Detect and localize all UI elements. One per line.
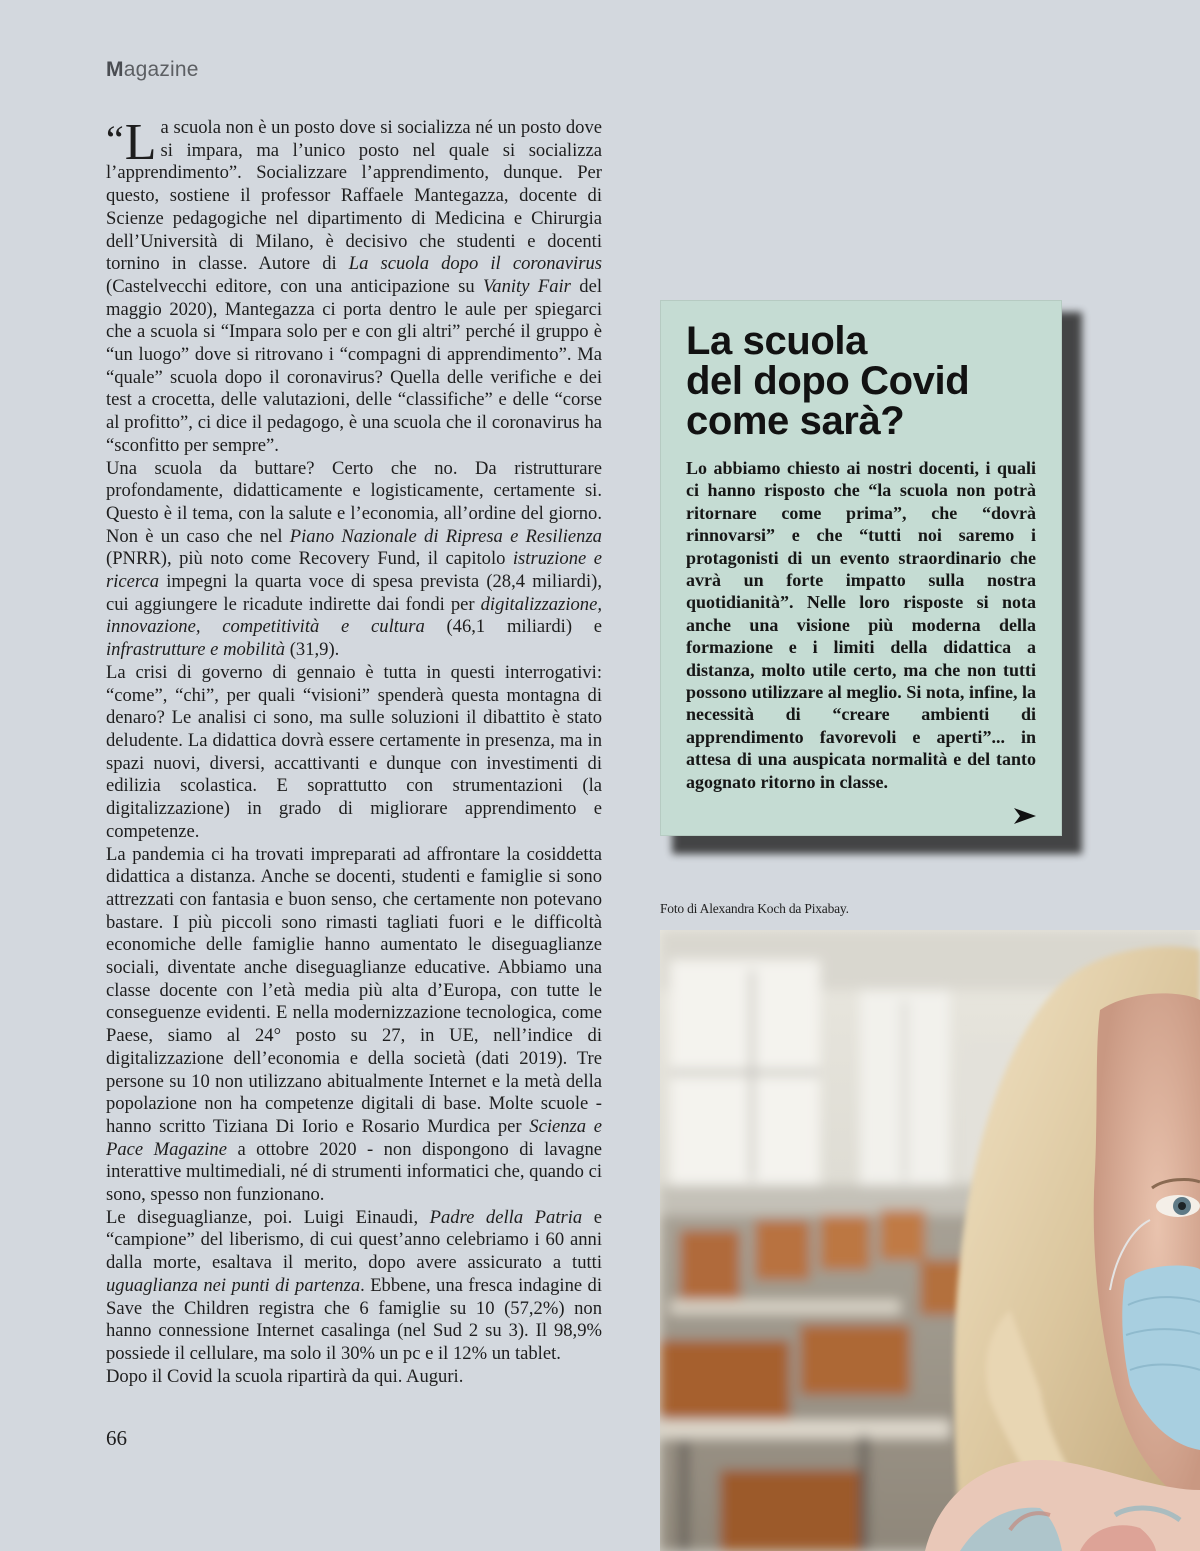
article-paragraph-1 <box>106 114 602 458</box>
callout-title-line-1: La scuola <box>686 319 867 363</box>
page-number: 66 <box>106 1426 127 1450</box>
article-italic-padre: Padre della Patria <box>429 1206 583 1228</box>
callout-title <box>686 321 1046 441</box>
drop-cap-quote: “ <box>106 117 124 162</box>
classroom-photo-illustration <box>660 930 1200 1551</box>
article-italic-magazine: Scienza e Pace Magazine <box>106 1115 603 1160</box>
article-text: (46,1 miliardi) e <box>424 616 602 638</box>
section-label <box>106 58 199 82</box>
drop-cap-letter: L <box>124 114 157 171</box>
article-italic-uguaglianza: uguaglianza nei punti di partenza <box>106 1274 361 1296</box>
article-text: Le diseguaglianze, poi. Luigi Einaudi, <box>106 1206 430 1228</box>
section-label-initial: M <box>106 58 124 81</box>
article-paragraph-6: Dopo il Covid la scuola ripartirà da qui. Auguri. <box>106 1365 464 1387</box>
classroom-photo <box>660 930 1200 1551</box>
article-italic-istruzione: istruzione e ricerca <box>106 548 602 593</box>
article-text: . Ebbene, una fresca indagine di Save the Children registra che 6 famiglie su 10 (57,2%) non hanno connessione Internet casalinga (nel Sud 2 su 3). Il 98,9% possiede il cellulare, ma solo il 30% un pc e il 12% un tablet. <box>106 1274 603 1364</box>
photo-caption: Foto di Alexandra Koch da Pixabay. <box>660 901 849 916</box>
article-italic-digitalizzazione: digitalizzazione, innovazione, competitività e cultura <box>106 593 602 638</box>
callout-box <box>660 300 1062 836</box>
article-body <box>106 114 603 1388</box>
article-paragraph-5 <box>106 1207 602 1366</box>
article-italic-magazine: Vanity Fair <box>483 275 571 297</box>
article-italic-book: La scuola dopo il coronavirus <box>348 253 602 275</box>
article-paragraph-4 <box>106 844 602 1207</box>
article-italic-infrastrutture: infrastrutture e mobilità <box>106 639 286 661</box>
article-text: del maggio 2020), Mantegazza ci porta dentro le aule per spiegarci che a scuola si “Impara solo per e con gli altri” perché il gruppo è “un luogo” dove si ritrovano i “compagni di apprendimento”. Ma “quale” scuola dopo il coronavirus? Quella delle verifiche e dei test a crocetta, delle valutazioni, delle “classifiche” e delle “corse al profitto”, ci dice il pedagogo, è una scuola che il coronavirus ha “sconfitto per sempre”. <box>106 275 602 456</box>
callout-title-line-3: come sarà? <box>686 399 905 443</box>
article-paragraph-3: La crisi di governo di gennaio è tutta in questi interrogativi: “come”, “chi”, per quali “visioni” spenderà questa montagna di denaro? Le analisi ci sono, ma sulle soluzioni il dibattito è stato deludente. La didattica dovrà essere certamente in presenza, ma in spazi nuovi, diversi, accattivanti e dunque con investimenti di edilizia scolastica. E soprattutto con strumentazioni (la digitalizzazione) in grado di migliorare apprendimento e competenze. <box>106 661 602 842</box>
callout-title-line-2: del dopo Covid <box>686 359 970 403</box>
article-text: (PNRR), più noto come Recovery Fund, il capitolo <box>106 548 513 570</box>
article-text: a ottobre 2020 - non dispongono di lavagne interattive multimediali, né di strumenti informatici che, quando ci sono, spesso non funzionano. <box>106 1138 602 1206</box>
article-text: impegni la quarta voce di spesa prevista (28,4 miliardi), cui aggiungere le ricadute indirette dai fondi per <box>106 571 602 615</box>
drop-cap <box>106 114 157 171</box>
section-label-rest: agazine <box>123 58 199 81</box>
callout-text: Lo abbiamo chiesto ai nostri docenti, i quali ci hanno risposto che “la scuola non potrà ritornare come prima”, che “dovrà rinnovarsi” e che “tutti noi saremo i protagonisti di un evento straordinario che avrà un forte impatto sulla nostra quotidianità”. Nelle loro risposte si nota anche una visione più moderna della formazione e i limiti della didattica a distanza, molto utile certo, ma che non tutti possono utilizzare al meglio. Si nota, infine, la necessità di “creare ambienti di apprendimento favorevoli e aperti”... in attesa di una auspicata normalità e del tanto agognato ritorno in classe. <box>686 458 1036 792</box>
article-text: (Castelvecchi editore, con una anticipazione su <box>106 275 483 297</box>
article-text: (31,9). <box>285 639 340 661</box>
arrow-right-icon <box>1013 806 1037 831</box>
article-italic-pnrr: Piano Nazionale di Ripresa e Resilienza <box>289 525 602 547</box>
article-paragraph-2 <box>106 458 602 662</box>
article-text: La pandemia ci ha trovati impreparati ad affrontare la cosiddetta didattica a distanza. Anche se docenti, studenti e famiglie si sono attrezzati con fantasia e buon senso, che certamente non potevano bastare. I più piccoli sono rimasti tagliati fuori e le difficoltà economiche delle famiglie hanno aumentato le diseguaglianze sociali, diventate anche diseguaglianze educative. Abbiamo una classe docente con l’età media più alta d’Europa, con tutte le conseguenze evidenti. E nella modernizzazione tecnologica, come Paese, siamo al 24° posto su 27, in UE, nell’indice di digitalizzazione dell’economia e della società (dati 2019). Tre persone su 10 non utilizzano abitualmente Internet e la metà della popolazione non ha competenze digitali di base. Molte scuole - hanno scritto Tiziana Di Iorio e Rosario Murdica per <box>106 843 602 1137</box>
article-text: e “campione” del liberismo, di cui quest’anno celebriamo i 60 anni dalla morte, esaltava il merito, dopo avere assicurato a tutti <box>106 1206 602 1274</box>
article-text: Una scuola da buttare? Certo che no. Da ristrutturare profondamente, didatticamente e logisticamente, certamente si. Questo è il tema, con la salute e l’economia, all’ordine del giorno. Non è un caso che nel <box>106 457 602 547</box>
article-text: a scuola non è un posto dove si socializza né un posto dove si impara, ma l’unico posto nel quale si socializza l’apprendimento”. Socializzare l’apprendimento, dunque. Per questo, sostiene il professor Raffaele Mantegazza, docente di Scienze pedagogiche nel dipartimento di Medicina e Chirurgia dell’Università di Milano, è decisivo che studenti e docenti tornino in classe. Autore di <box>106 117 602 275</box>
